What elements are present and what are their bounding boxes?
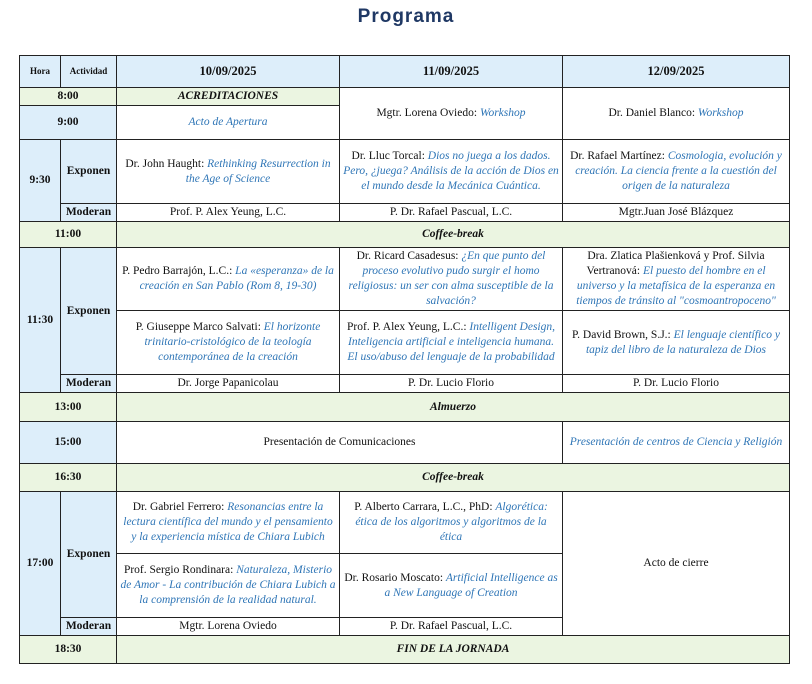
talk-cell (117, 140, 340, 204)
row-1130-moderan (20, 375, 790, 393)
role-exponen: Exponen (61, 492, 117, 618)
page-title: Programa (357, 6, 455, 27)
speaker-name: Dr. Rosario Moscato: (344, 571, 446, 584)
row-1700a (20, 492, 790, 554)
role-moderan: Moderan (61, 375, 117, 393)
row-1100 (20, 222, 790, 248)
speaker-name: Dr. Lluc Torcal: (351, 150, 428, 162)
talk-title: El lenguaje científico y tapiz del libro de la naturaleza de Dios (585, 328, 780, 356)
col-header-actividad: Actividad (61, 56, 117, 88)
row-1300 (20, 393, 790, 422)
col-header-hora: Hora (20, 56, 61, 88)
hour-cell: 18:30 (20, 636, 117, 664)
talk-title: Intelligent Design, Inteligencia artificial e inteligencia humana. El uso/abuso del lenguaje de la probabilidad (347, 321, 555, 363)
talk-cell (117, 554, 340, 618)
row-1830 (20, 636, 790, 664)
moderator-cell: Dr. Jorge Papanicolau (117, 375, 340, 393)
apertura-cell: Acto de Apertura (117, 106, 340, 140)
talk-title: Artificial Intelligence as a New Language of Creation (384, 571, 558, 599)
row-0800 (20, 88, 790, 106)
header-row (20, 56, 790, 88)
role-exponen: Exponen (61, 248, 117, 375)
hour-cell: 15:00 (20, 422, 117, 464)
talk-cell (340, 492, 563, 554)
workshop-cell-day2 (340, 88, 563, 140)
moderator-cell: Mgtr.Juan José Blázquez (563, 204, 790, 222)
talk-cell (340, 248, 563, 311)
talk-cell (117, 492, 340, 554)
almuerzo-cell: Almuerzo (117, 393, 790, 422)
role-moderan: Moderan (61, 618, 117, 636)
schedule-table (19, 55, 790, 664)
row-1500 (20, 422, 790, 464)
talk-title: El horizonte trinitario-cristológico de la teología contemporánea de la creación (144, 321, 321, 363)
speaker-name: Dr. Daniel Blanco: (608, 107, 698, 119)
talk-cell (563, 311, 790, 375)
talk-title: Naturaleza, Misterio de Amor - La contribución de Chiara Lubich a la comprensión de la realidad natural. (120, 564, 336, 606)
row-0930-moderan (20, 204, 790, 222)
coffee-break-cell: Coffee-break (117, 222, 790, 248)
fin-jornada-cell: FIN DE LA JORNADA (117, 636, 790, 664)
speaker-name: P. Alberto Carrara, L.C., PhD: (354, 501, 496, 513)
centros-cell: Presentación de centros de Ciencia y Religión (563, 422, 790, 464)
talk-title: Workshop (697, 107, 744, 119)
col-header-date-1: 10/09/2025 (117, 56, 340, 88)
talk-title: Workshop (479, 107, 526, 119)
speaker-name: Mgtr. Lorena Oviedo: (376, 107, 480, 119)
talk-title: Rethinking Resurrection in the Age of Science (185, 157, 331, 185)
talk-title: El puesto del hombre en el universo y la metafísica de la esperanza en tiempos de tránsito al "cosmoantropoceno" (576, 265, 776, 307)
moderator-cell: Prof. P. Alex Yeung, L.C. (117, 204, 340, 222)
row-0930 (20, 140, 790, 204)
speaker-name: Prof. P. Alex Yeung, L.C.: (347, 321, 470, 333)
talk-cell (340, 311, 563, 375)
row-1630 (20, 464, 790, 492)
talk-title: ¿En que punto del proceso evolutivo pudo surgir el homo religiosus: un ser con alma susceptible de la salvación? (348, 250, 554, 307)
speaker-name: Prof. Sergio Rondinara: (123, 564, 237, 576)
row-1130a (20, 248, 790, 311)
hour-cell: 17:00 (20, 492, 61, 636)
talk-cell (563, 248, 790, 311)
coffee-break-cell: Coffee-break (117, 464, 790, 492)
talk-title: Algorética: ética de los algoritmos y algoritmos de la ética (355, 501, 548, 543)
hour-cell: 9:30 (20, 140, 61, 222)
talk-title: La «esperanza» de la creación en San Pablo (Rom 8, 19-30) (139, 265, 334, 292)
hour-cell: 13:00 (20, 393, 117, 422)
talk-title: Resonancias entre la lectura científica del mundo y el pensamiento y la experiencia mística de Chiara Lubich (123, 501, 333, 543)
moderator-cell: P. Dr. Rafael Pascual, L.C. (340, 204, 563, 222)
col-header-date-3: 12/09/2025 (563, 56, 790, 88)
speaker-name: Dr. Gabriel Ferrero: (132, 501, 228, 513)
acreditaciones-cell: ACREDITACIONES (117, 88, 340, 106)
role-exponen: Exponen (61, 140, 117, 204)
col-header-date-2: 11/09/2025 (340, 56, 563, 88)
hour-cell: 11:30 (20, 248, 61, 393)
comunicaciones-cell: Presentación de Comunicaciones (117, 422, 563, 464)
hour-cell: 16:30 (20, 464, 117, 492)
speaker-name: P. Giuseppe Marco Salvati: (135, 321, 264, 333)
moderator-cell: P. Dr. Lucio Florio (340, 375, 563, 393)
speaker-name: P. Pedro Barrajón, L.C.: (122, 265, 236, 277)
role-moderan: Moderan (61, 204, 117, 222)
workshop-cell-day3 (563, 88, 790, 140)
talk-cell (117, 311, 340, 375)
hour-cell: 11:00 (20, 222, 117, 248)
hour-cell: 9:00 (20, 106, 117, 140)
talk-cell (117, 248, 340, 311)
speaker-name: P. David Brown, S.J.: (572, 328, 674, 341)
moderator-cell: Mgtr. Lorena Oviedo (117, 618, 340, 636)
cierre-cell: Acto de cierre (563, 492, 790, 636)
talk-cell (563, 140, 790, 204)
hour-cell: 8:00 (20, 88, 117, 106)
talk-cell (340, 140, 563, 204)
row-1130b (20, 311, 790, 375)
talk-cell (340, 554, 563, 618)
speaker-name: Dr. Ricard Casadesus: (356, 250, 462, 262)
talk-title: Dios no juega a los dados. Pero, ¿juega? Análisis de la acción de Dios en el mundo desde la Mecánica Cuántica. (343, 150, 559, 192)
speaker-name: Dr. John Haught: (125, 157, 208, 170)
speaker-name: Dra. Zlatica Plašienková y Prof. Silvia Vertranová: (586, 250, 765, 277)
speaker-name: Dr. Rafael Martínez: (570, 150, 668, 162)
moderator-cell: P. Dr. Lucio Florio (563, 375, 790, 393)
talk-title: Cosmologia, evolución y creación. La ciencia frente a la cuestión del origen de la naturaleza (575, 150, 782, 192)
moderator-cell: P. Dr. Rafael Pascual, L.C. (340, 618, 563, 636)
